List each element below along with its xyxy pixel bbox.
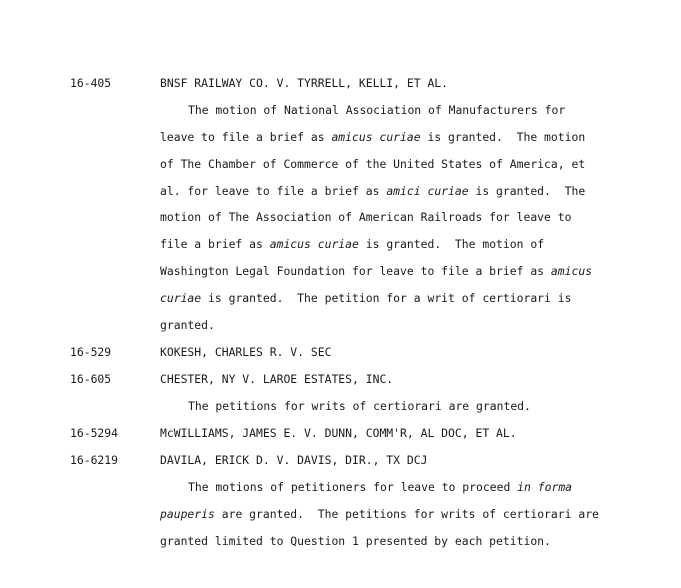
order-text-line: file a brief as amicus curiae is granted. The motion of <box>160 237 545 251</box>
order-text-line: motion of The Association of American Railroads for leave to <box>160 210 572 224</box>
order-text-line: The motions of petitioners for leave to proceed in forma <box>188 480 573 494</box>
order-text-line: al. for leave to file a brief as amici curiae is granted. The <box>160 184 586 198</box>
docket-number: 16-529 <box>70 345 112 359</box>
order-text-line: pauperis are granted. The petitions for writs of certiorari are <box>160 507 599 521</box>
order-text-line: The motion of National Association of Manufacturers for <box>188 103 566 117</box>
order-text-line: The petitions for writs of certiorari are granted. <box>188 399 531 413</box>
docket-number: 16-605 <box>70 372 112 386</box>
order-text-line: leave to file a brief as amicus curiae is granted. The motion <box>160 130 586 144</box>
order-text-line: Washington Legal Foundation for leave to file a brief as amicus <box>160 264 593 278</box>
docket-number: 16-5294 <box>70 426 119 440</box>
case-caption: CHESTER, NY V. LAROE ESTATES, INC. <box>160 372 394 386</box>
order-text-line: granted. <box>160 318 215 332</box>
order-text-line: curiae is granted. The petition for a writ of certiorari is <box>160 291 572 305</box>
order-text-line: of The Chamber of Commerce of the United States of America, et <box>160 157 586 171</box>
case-caption: KOKESH, CHARLES R. V. SEC <box>160 345 332 359</box>
order-text-line: granted limited to Question 1 presented by each petition. <box>160 534 551 548</box>
docket-number: 16-405 <box>70 76 112 90</box>
case-caption: McWILLIAMS, JAMES E. V. DUNN, COMM'R, AL DOC, ET AL. <box>160 426 517 440</box>
case-caption: BNSF RAILWAY CO. V. TYRRELL, KELLI, ET AL. <box>160 76 449 90</box>
case-caption: DAVILA, ERICK D. V. DAVIS, DIR., TX DCJ <box>160 453 428 467</box>
docket-number: 16-6219 <box>70 453 119 467</box>
